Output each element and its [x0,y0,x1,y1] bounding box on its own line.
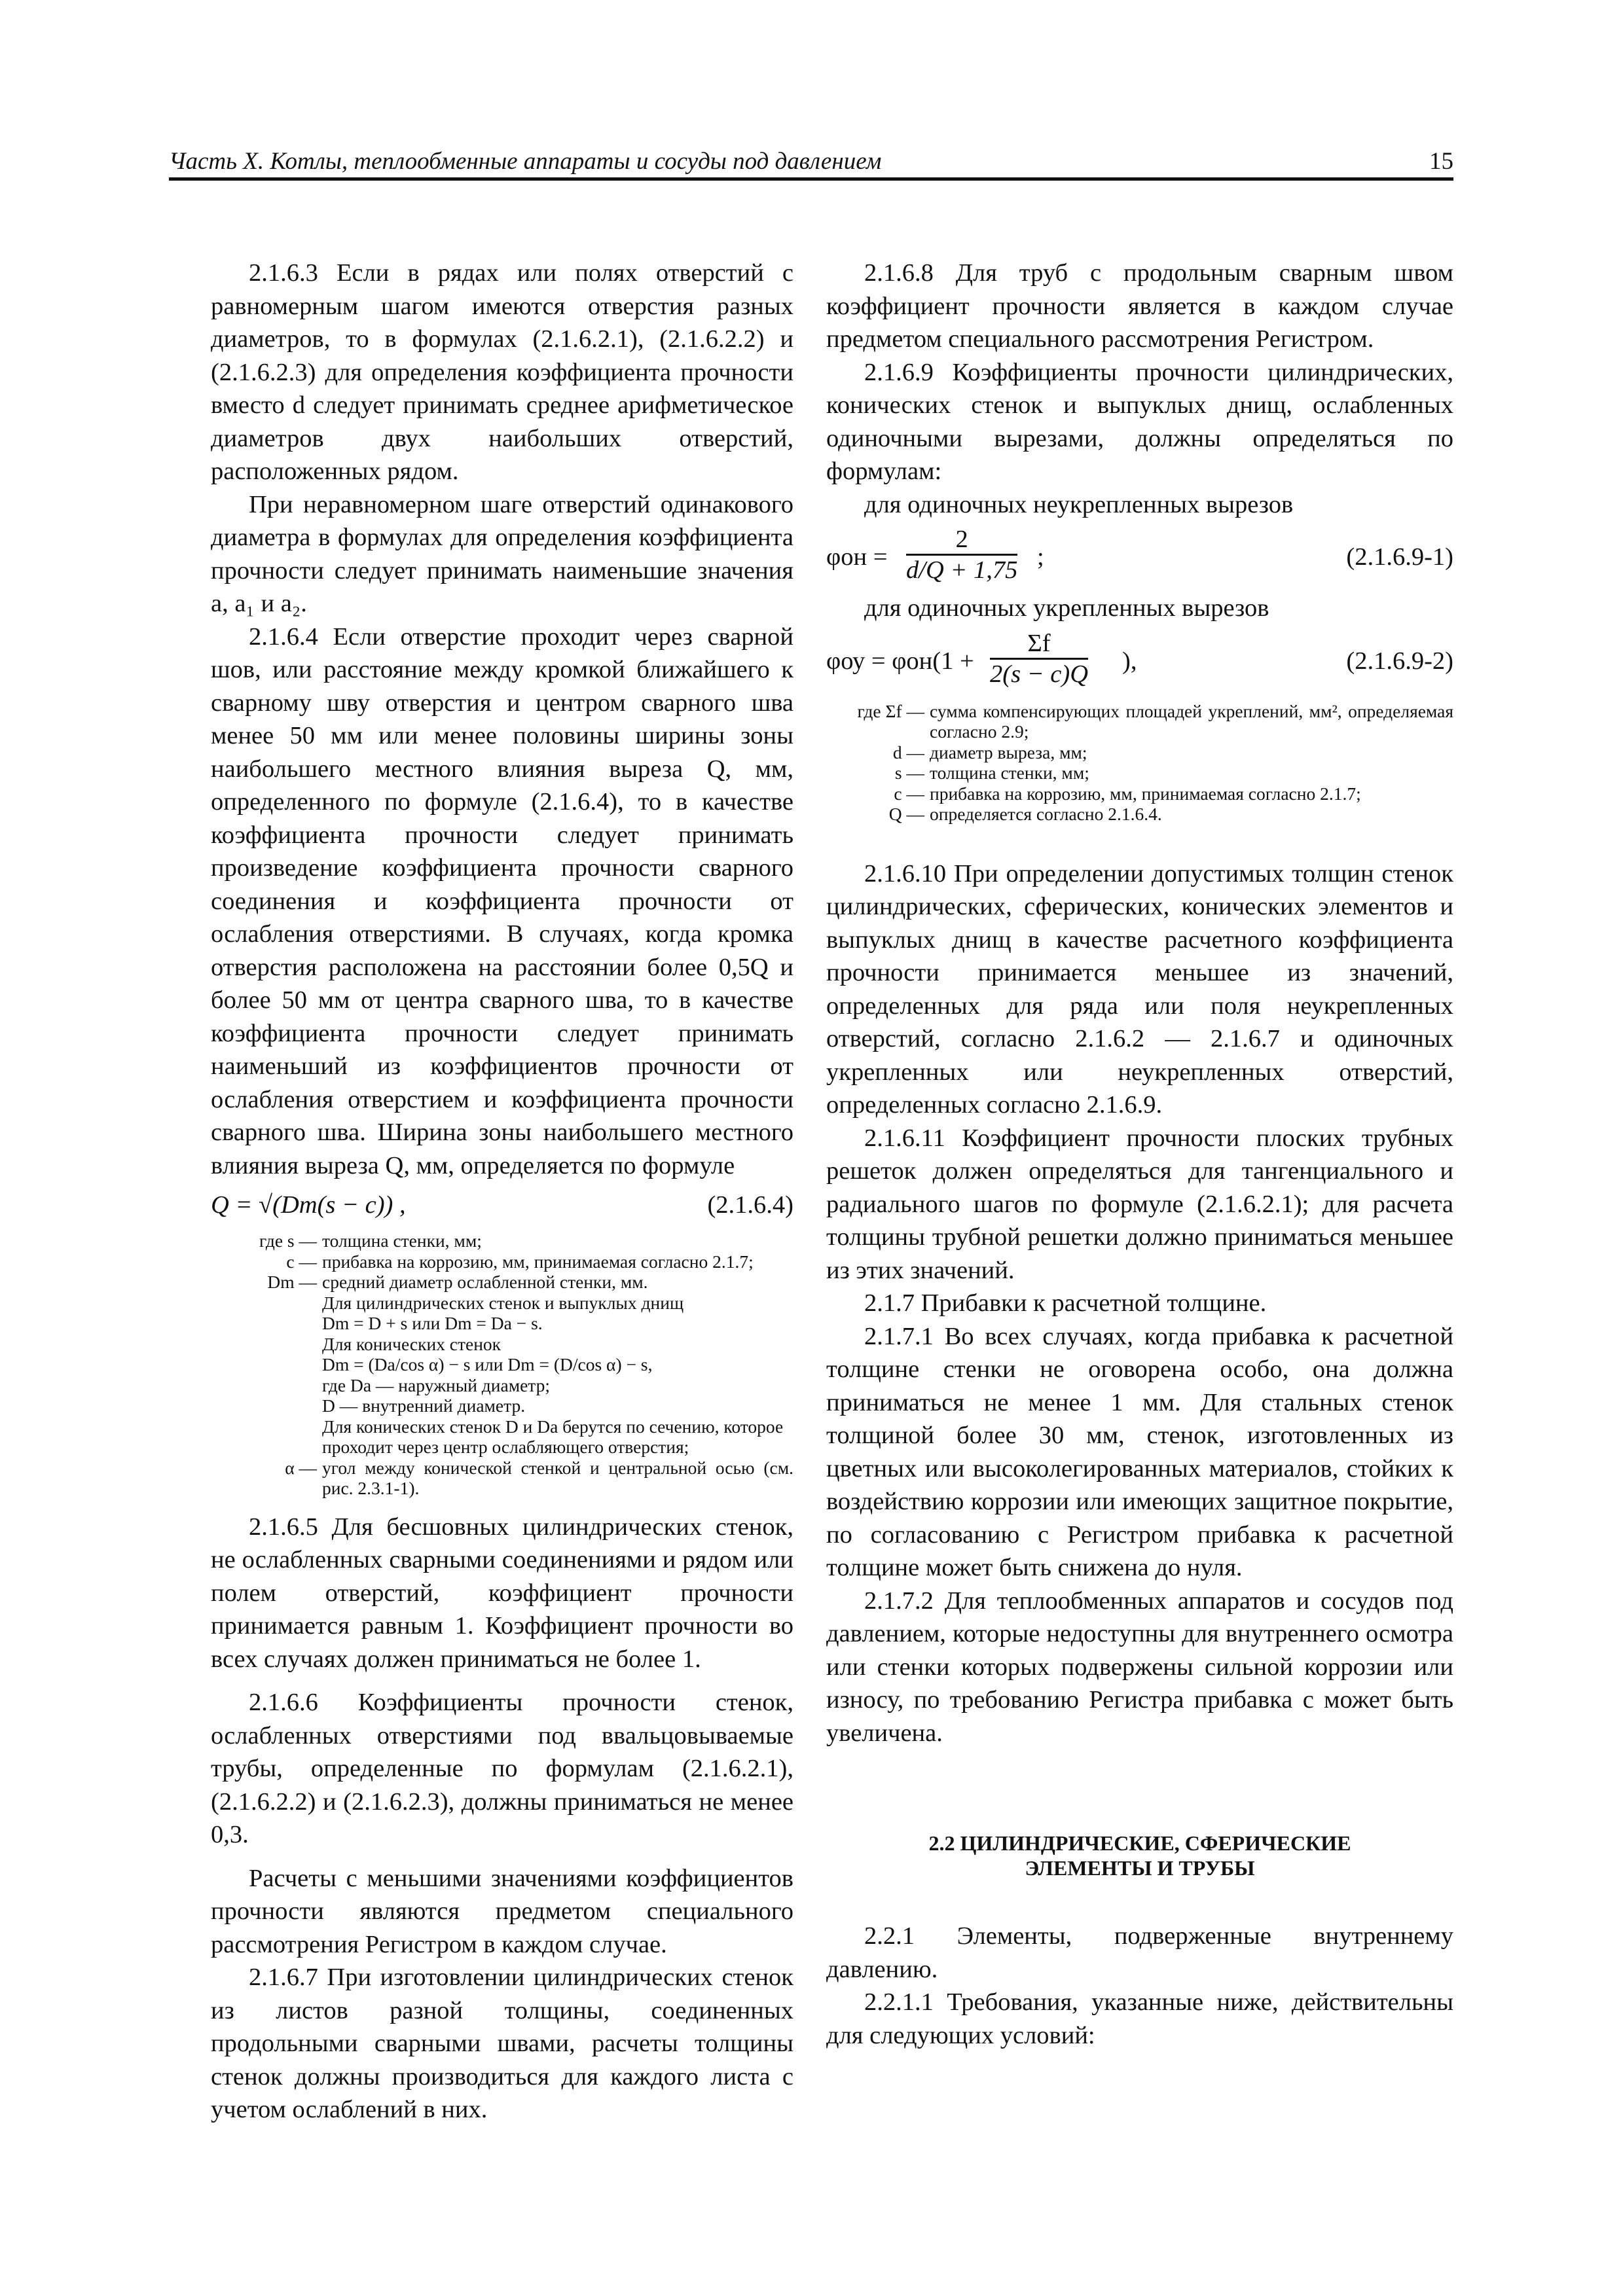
definition-row [211,1251,793,1272]
paragraph-2-1-6-6: 2.1.6.6 Коэффициенты прочности стенок, ослабленных отверстиями под ввальцовываемые трубы, определенные по формулам (2.1.6.2.1), (2.1.6.2.2) и (2.1.6.2.3), должны приниматься не менее 0,3. [211,1689,793,1848]
page-header [169,147,1453,181]
section-title-line-2: ЭЛЕМЕНТЫ И ТРУБЫ [1025,1856,1255,1880]
paragraph-unreinforced-cutouts: для одиночных неукрепленных вырезов [864,490,1294,518]
definition-note: D — внутренний диаметр. [322,1395,526,1416]
paragraph-2-1-6-3: 2.1.6.3 Если в рядах или полях отверстий с равномерным шагом имеются отверстия разных диаметров, то в формулах (2.1.6.2.1), (2.1.6.2.2) и (2.1.6.2.3) для определения коэффициента прочности вместо d следует принимать среднее арифметическое диаметров двух наибольших отверстий, расположенных рядом. [211,259,793,485]
formula-2-1-6-9-1 [826,525,1453,588]
definition-text: угол между конической стенкой и центральной осью (см. рис. 2.3.1-1). [322,1457,793,1498]
formula-fraction [990,629,1088,689]
definition-row [826,762,1453,783]
paragraph-2-1-6-11: 2.1.6.11 Коэффициент прочности плоских трубных решеток должен определяться для тангенциального и радиального шагов по формуле (2.1.6.2.1); для расчета толщины трубной решетки должно приниматься меньшее из этих значений. [826,1124,1453,1284]
formula-lhs: φон = [826,543,888,571]
definition-row [826,742,1453,763]
paragraph-lower-coefficients: Расчеты с меньшими значениями коэффициентов прочности являются предметом специального рассмотрения Регистром в каждом случае. [211,1864,793,1958]
definition-row [211,1272,793,1293]
formula-body: Q = √(Dm(s − c)) , [211,1191,406,1219]
definition-row [211,1230,793,1251]
right-column [826,257,1453,2052]
page-number: 15 [1429,148,1453,175]
formula-lhs: φоу = φон(1 + [826,647,974,675]
definition-row [211,1458,793,1499]
definition-symbol: где Σf — [857,700,924,721]
definition-row [826,804,1453,825]
definition-row [826,701,1453,742]
definition-row [826,783,1453,804]
formula-tail: ), [1122,647,1137,675]
paragraph-2-1-6-4: 2.1.6.4 Если отверстие проходит через сварной шов, или расстояние между кромкой ближайшего к сварному шву отверстия и центром сварного шва менее 50 мм или менее половины ширины зоны наибольшего местного влияния выреза Q, мм, определенного по формуле (2.1.6.4), то в качестве коэффициента прочности следует принимать произведение коэффициента прочности сварного соединения и коэффициента прочности от ослабления отверстиями. В случаях, когда кромка отверстия расположена на расстоянии более 0,5Q и более 50 мм от центра сварного шва, то в качестве коэффициента прочности следует принимать наименьший из коэффициентов прочности от ослабления отверстием и коэффициента прочности сварного шва. Ширина зоны наибольшего местного влияния выреза Q, мм, определяется по формуле [211,622,793,1179]
definitions-left [211,1230,793,1499]
definition-text: сумма компенсирующих площадей укреплений, мм², определяемая согласно 2.9; [930,700,1453,742]
formula-number: (2.1.6.9-2) [1346,647,1453,675]
definition-text: средний диаметр ослабленной стенки, мм. [322,1272,648,1292]
paragraph-2-1-7-2: 2.1.7.2 Для теплообменных аппаратов и сосудов под давлением, которые недоступны для внутреннего осмотра или стенки которых подвержены сильной коррозии или износу, по требованию Регистра прибавка c может быть увеличена. [826,1587,1453,1747]
definition-symbol: s — [894,762,924,783]
paragraph-2-2-1: 2.2.1 Элементы, подверженные внутреннему давлению. [826,1922,1453,1983]
definition-symbol: d — [892,742,924,762]
definition-note: Dm = (Da/cos α) − s или Dm = (D/cos α) − s, [322,1354,653,1374]
definition-symbol: Q — [888,804,924,824]
definition-symbol: Dm — [267,1272,317,1292]
fraction-denominator: 2(s − c)Q [990,660,1088,688]
fraction-numerator: Σf [990,629,1088,660]
definition-symbol: α — [285,1457,317,1478]
definition-note: Для конических стенок [322,1333,501,1354]
definition-text: толщина стенки, мм; [322,1230,482,1251]
section-title-2-2 [826,1831,1453,1880]
formula-tail: ; [1037,543,1044,571]
fraction-numerator: 2 [906,525,1017,556]
running-title: Часть X. Котлы, теплообменные аппараты и сосуды под давлением [169,148,882,175]
paragraph-2-1-7-1: 2.1.7.1 Во всех случаях, когда прибавка к расчетной толщине стенки не оговорена особо, она должна приниматься не менее 1 мм. Для стальных стенок толщиной более 30 мм, стенок, изготовленных из цветных или высоколегированных материалов, стойких к воздействию коррозии или имеющих защитное покрытие, по согласованию с Регистром прибавка к расчетной толщине может быть снижена до нуля. [826,1322,1453,1581]
heading-2-1-7: 2.1.7 Прибавки к расчетной толщине. [864,1289,1267,1317]
paragraph-2-1-6-5: 2.1.6.5 Для бесшовных цилиндрических стенок, не ослабленных сварными соединениями и рядом или полем отверстий, коэффициент прочности принимается равным 1. Коэффициент прочности во всех случаях должен приниматься не более 1. [211,1513,793,1673]
definitions-right [826,701,1453,825]
definition-text: диаметр выреза, мм; [930,742,1087,762]
definition-text: определяется согласно 2.1.6.4. [930,804,1162,824]
definition-note: Для цилиндрических стенок и выпуклых днищ [322,1292,684,1313]
definition-note: Для конических стенок D и Da берутся по сечению, которое проходит через центр ослабляющего отверстия; [322,1416,784,1457]
formula-2-1-6-4 [211,1189,793,1221]
paragraph-2-2-1-1: 2.2.1.1 Требования, указанные ниже, действительны для следующих условий: [826,1988,1453,2049]
formula-number: (2.1.6.4) [707,1191,793,1219]
left-column [211,257,793,2126]
paragraph-uneven-pitch: При неравномерном шаге отверстий одинакового диаметра в формулах для определения коэффициента прочности следует принимать наименьшие значения a, a₁ и a₂. [211,490,793,617]
definition-symbol: где s — [259,1230,317,1251]
definition-symbol: c — [286,1251,317,1272]
paragraph-2-1-6-7: 2.1.6.7 При изготовлении цилиндрических стенок из листов разной толщины, соединенных продольными сварными швами, расчеты толщины стенок должны производиться для каждого листа с учетом ослаблений в них. [211,1964,793,2123]
definition-note: где Da — наружный диаметр; [322,1374,551,1395]
paragraph-reinforced-cutouts: для одиночных укрепленных вырезов [864,594,1269,622]
formula-number: (2.1.6.9-1) [1346,543,1453,571]
definition-text: прибавка на коррозию, мм, принимаемая согласно 2.1.7; [322,1251,754,1272]
paragraph-2-1-6-9: 2.1.6.9 Коэффициенты прочности цилиндрических, конических стенок и выпуклых днищ, ослабленных одиночными вырезами, должны определяться по формулам: [826,358,1453,485]
definition-text: толщина стенки, мм; [930,762,1089,783]
paragraph-2-1-6-8: 2.1.6.8 Для труб с продольным сварным швом коэффициент прочности является в каждом случае предметом специального рассмотрения Регистром. [826,259,1453,353]
formula-2-1-6-9-2 [826,629,1453,692]
section-title-line-1: 2.2 ЦИЛИНДРИЧЕСКИЕ, СФЕРИЧЕСКИЕ [928,1831,1351,1855]
formula-fraction [906,525,1017,584]
fraction-denominator: d/Q + 1,75 [906,556,1018,584]
paragraph-2-1-6-10: 2.1.6.10 При определении допустимых толщин стенок цилиндрических, сферических, конических элементов и выпуклых днищ в качестве расчетного коэффициента прочности принимается меньшее из значений, определенных для ряда или поля неукрепленных отверстий, согласно 2.1.6.2 — 2.1.6.7 и одиночных укрепленных или неукрепленных отверстий, определенных согласно 2.1.6.9. [826,859,1453,1119]
definition-symbol: c — [894,783,924,804]
definition-note: Dm = D + s или Dm = Da − s. [322,1313,543,1333]
definition-text: прибавка на коррозию, мм, принимаемая согласно 2.1.7; [930,783,1361,804]
